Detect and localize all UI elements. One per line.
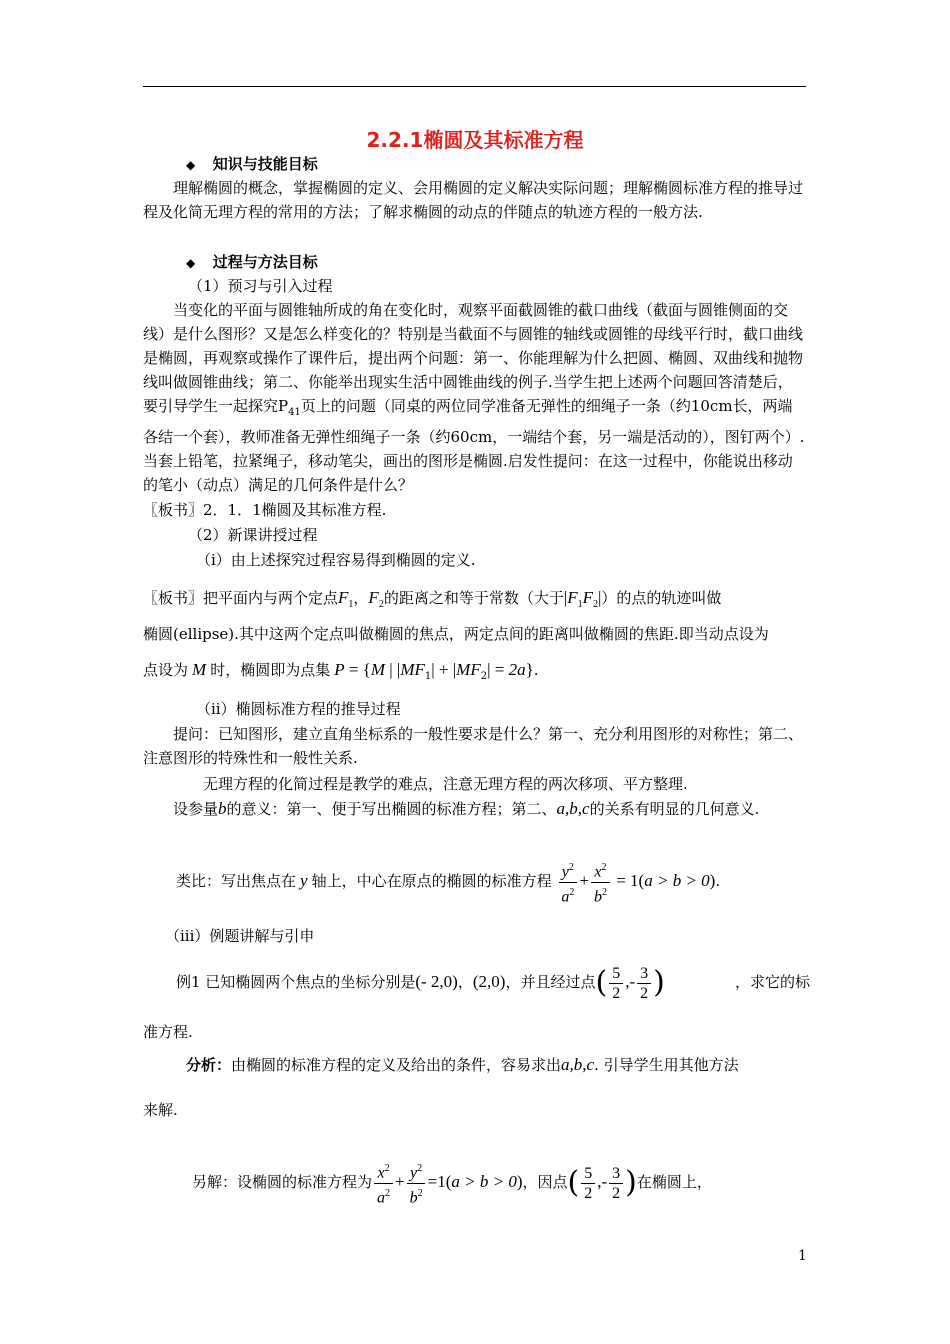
math-2: 2 bbox=[584, 1184, 593, 1202]
fraction-y2-b2 bbox=[407, 1159, 426, 1207]
math-sup-2: 2 bbox=[385, 1187, 391, 1199]
step-2-iii: （iii）例题讲解与引申 bbox=[165, 927, 315, 945]
math-F: F bbox=[414, 660, 425, 679]
math-F: F bbox=[338, 588, 349, 607]
analysis-wrap: 来解. bbox=[143, 1101, 178, 1119]
math-5: 5 bbox=[581, 1164, 595, 1184]
math-x: x bbox=[377, 1164, 385, 1182]
alt-text-c: 在椭圆上， bbox=[636, 1173, 712, 1191]
example-1-line: 例1 已知椭圆两个焦点的坐标分别是(- 2,0)，(2,0)，并且经过点( $\frac{5}{2}$ ,- $\frac{3}{2}$ ) bbox=[176, 964, 665, 1002]
math-F: F bbox=[368, 588, 379, 607]
step-2-ii: （ii）椭圆标准方程的推导过程 bbox=[196, 700, 401, 718]
step-2-i: （i）由上述探究过程容易得到椭圆的定义. bbox=[196, 551, 476, 569]
math-F1 bbox=[338, 588, 354, 610]
math-b: b bbox=[593, 887, 602, 905]
math-b: b bbox=[409, 1188, 418, 1206]
param-text-a: 设参量 bbox=[173, 800, 219, 818]
math-abs-F1F2: $|F_1F_2|$ bbox=[563, 588, 602, 610]
math-abc: a,b,c bbox=[556, 799, 590, 818]
analysis-text-a: 由椭圆的标准方程的定义及给出的条件，容易求出 bbox=[231, 1056, 562, 1074]
math-2: 2 bbox=[612, 984, 621, 1002]
math-y: y bbox=[300, 871, 308, 890]
math-sub-1: 1 bbox=[577, 599, 583, 610]
math-y: y bbox=[410, 1164, 418, 1182]
definition-text-c: ）的点的轨迹叫做 bbox=[601, 589, 722, 607]
page-ref-sub: 41 bbox=[288, 407, 301, 418]
point-set-line: 点设为 M 时，椭圆即为点集 P = {M | $|MF_1| + |MF_2| = 2a$}. bbox=[143, 660, 539, 682]
process-heading: 过程与方法目标 bbox=[212, 253, 318, 271]
math-abc: a,b,c bbox=[561, 1055, 595, 1074]
fraction-5-2 bbox=[581, 1164, 595, 1203]
fraction-3-2 bbox=[609, 1164, 623, 1203]
math-F2 bbox=[368, 588, 384, 610]
definition-text-b: 的距离之和等于常数（大于 bbox=[383, 589, 564, 607]
math-y: y bbox=[561, 863, 569, 881]
math-P: P bbox=[334, 660, 345, 679]
math-sup-2: 2 bbox=[384, 1163, 390, 1175]
page-ref: P bbox=[278, 397, 289, 415]
math-sup-2: 2 bbox=[601, 862, 607, 874]
example-text-a: 例1 已知椭圆两个焦点的坐标分别是 bbox=[176, 973, 416, 991]
fraction-x2-b2 bbox=[591, 858, 610, 906]
definition-text-a: 〖板书〗把平面内与两个定点 bbox=[143, 589, 339, 607]
intro-text-tail: 页上的问题（同桌的两位同学准备无弹性的细绳子一条（约10cm长，两端各结一个套），教师准备无弹性细绳子一条（约60cm，一端结个套，另一端是活动的），图钉两个）.当套上铅笔，拉紧绳子，移动笔尖，画出的图形是椭圆.启发性提问：在这一过程中，你能说出移动的笔小（动点）满足的几何条件是什么？ bbox=[143, 397, 805, 494]
page-title: 2.2.1椭圆及其标准方程 bbox=[366, 128, 584, 152]
math-point-neg2: - 2,0 bbox=[421, 972, 453, 991]
step-2-heading: （2）新课讲授过程 bbox=[188, 526, 318, 544]
param-text-c: 的关系有明显的几何意义. bbox=[589, 800, 760, 818]
alt-text-a: 另解：设椭圆的标准方程为 bbox=[192, 1173, 373, 1191]
question-paragraph: 提问：已知图形，建立直角坐标系的一般性要求是什么？第一、充分利用图形的对称性；第二、注意图形的特殊性和一般性关系. bbox=[143, 725, 804, 767]
math-sub-2: 2 bbox=[480, 671, 488, 682]
math-sub-1: 1 bbox=[348, 599, 354, 610]
header-rule bbox=[143, 86, 806, 87]
intro-paragraph bbox=[143, 298, 807, 497]
definition-line: 〖板书〗把平面内与两个定点$F_1$，$F_2$的距离之和等于常数（大于$|F_1F_2|$）的点的轨迹叫做 bbox=[143, 588, 722, 610]
math-x: x bbox=[594, 863, 602, 881]
math-a: a bbox=[377, 1188, 386, 1206]
param-text-b: 的意义：第一、便于写出椭圆的标准方程；第二、 bbox=[226, 800, 557, 818]
math-sup-2: 2 bbox=[417, 1187, 423, 1199]
example-text-b: ，并且经过点 bbox=[505, 973, 596, 991]
math-condition: a > b > 0 bbox=[644, 871, 710, 890]
alt-text-b: ，因点 bbox=[522, 1173, 568, 1191]
knowledge-heading: 知识与技能目标 bbox=[212, 155, 318, 173]
fraction-3-2 bbox=[637, 964, 651, 1003]
example-1-wrap-visible: 准方程. bbox=[143, 1023, 193, 1041]
analysis-label: 分析： bbox=[186, 1056, 232, 1074]
math-F: F bbox=[582, 588, 594, 607]
math-2a: 2a bbox=[508, 660, 526, 679]
diamond-bullet-icon: ◆ bbox=[186, 158, 196, 172]
math-3: 3 bbox=[609, 1164, 623, 1184]
example-1-tail: ，求它的标 bbox=[735, 973, 811, 991]
diamond-bullet-icon: ◆ bbox=[186, 256, 196, 270]
math-M: M bbox=[456, 660, 471, 679]
fraction-y2-a2 bbox=[558, 858, 577, 906]
difficulty-line: 无理方程的化简过程是教学的难点，注意无理方程的两次移项、平方整理. bbox=[203, 775, 688, 793]
math-M-set: M bbox=[370, 660, 386, 679]
analogy-text-b: 轴上，中心在原点的椭圆的标准方程 bbox=[311, 872, 552, 890]
math-sub-2: 2 bbox=[378, 599, 384, 610]
math-point-pos2: 2,0 bbox=[478, 972, 500, 991]
alternative-solution-line: 另解：设椭圆的标准方程为 $\frac{x^2}{a^2}$ + $\frac{y^2}{b^2}$ =1(a > b > 0)，因点( $\frac{5}{2}$ ,- $\frac{3}{2}$ )在椭圆上， bbox=[192, 1155, 856, 1210]
math-sup-2: 2 bbox=[568, 862, 574, 874]
math-sup-2: 2 bbox=[569, 886, 575, 898]
math-b: b bbox=[218, 799, 227, 818]
fraction-5-2 bbox=[609, 964, 623, 1003]
analogy-line: 类比：写出焦点在 y 轴上，中心在原点的椭圆的标准方程 $\frac{y^2}{a^2}$ + $\frac{x^2}{b^2}$ = 1(a > b > 0). bbox=[176, 856, 840, 906]
board-note-1: 〖板书〗2．1．1椭圆及其标准方程. bbox=[143, 501, 387, 519]
process-heading-row bbox=[186, 250, 850, 275]
math-M: M bbox=[400, 660, 415, 679]
math-sub-2: 2 bbox=[593, 599, 599, 610]
math-3: 3 bbox=[637, 964, 651, 984]
point-set-text: 时，椭圆即为点集 bbox=[210, 661, 331, 679]
intro-text: 当变化的平面与圆锥轴所成的角在变化时，观察平面截圆锥的截口曲线（截面与圆锥侧面的交线）是什么图形？又是怎么样变化的？特别是当截面不与圆锥的轴线或圆锥的母线平行时，截口曲线是椭圆，再观察或操作了课件后，提出两个问题：第一、你能理解为什么把圆、椭圆、双曲线和抛物线叫做圆锥曲线；第二、你能举出现实生活中圆锥曲线的例子.当学生把上述两个问题回答清楚后，要引导学生一起探究 bbox=[143, 301, 804, 415]
math-1: 1 bbox=[630, 871, 639, 890]
math-F: F bbox=[470, 660, 481, 679]
math-condition: a > b > 0 bbox=[451, 1172, 517, 1191]
fraction-x2-a2 bbox=[374, 1159, 393, 1207]
definition-line-2: 椭圆(ellipse).其中这两个定点叫做椭圆的焦点，两定点间的距离叫做椭圆的焦距.即当动点设为 bbox=[143, 625, 769, 643]
knowledge-heading-row bbox=[186, 152, 850, 177]
math-F: F bbox=[567, 588, 578, 607]
parameter-paragraph bbox=[143, 797, 807, 821]
math-2: 2 bbox=[612, 1184, 621, 1202]
page-number: 1 bbox=[798, 1248, 807, 1264]
analogy-text-a: 类比：写出焦点在 bbox=[176, 872, 297, 890]
math-sub-1: 1 bbox=[424, 671, 432, 682]
step-1-heading: （1）预习与引入过程 bbox=[188, 277, 333, 295]
math-5: 5 bbox=[609, 964, 623, 984]
math-sup-2: 2 bbox=[417, 1163, 423, 1175]
math-a: a bbox=[561, 887, 570, 905]
math-M-var: M bbox=[192, 660, 207, 679]
analysis-line: 分析：由椭圆的标准方程的定义及给出的条件，容易求出a,b,c. 引导学生用其他方法 bbox=[186, 1055, 739, 1074]
math-1: 1 bbox=[437, 1172, 446, 1191]
math-sup-2: 2 bbox=[601, 886, 607, 898]
math-2: 2 bbox=[640, 984, 649, 1002]
knowledge-paragraph: 理解椭圆的概念，掌握椭圆的定义、会用椭圆的定义解决实际问题；理解椭圆标准方程的推导过程及化简无理方程的常用的方法；了解求椭圆的动点的伴随点的轨迹方程的一般方法. bbox=[143, 179, 804, 221]
